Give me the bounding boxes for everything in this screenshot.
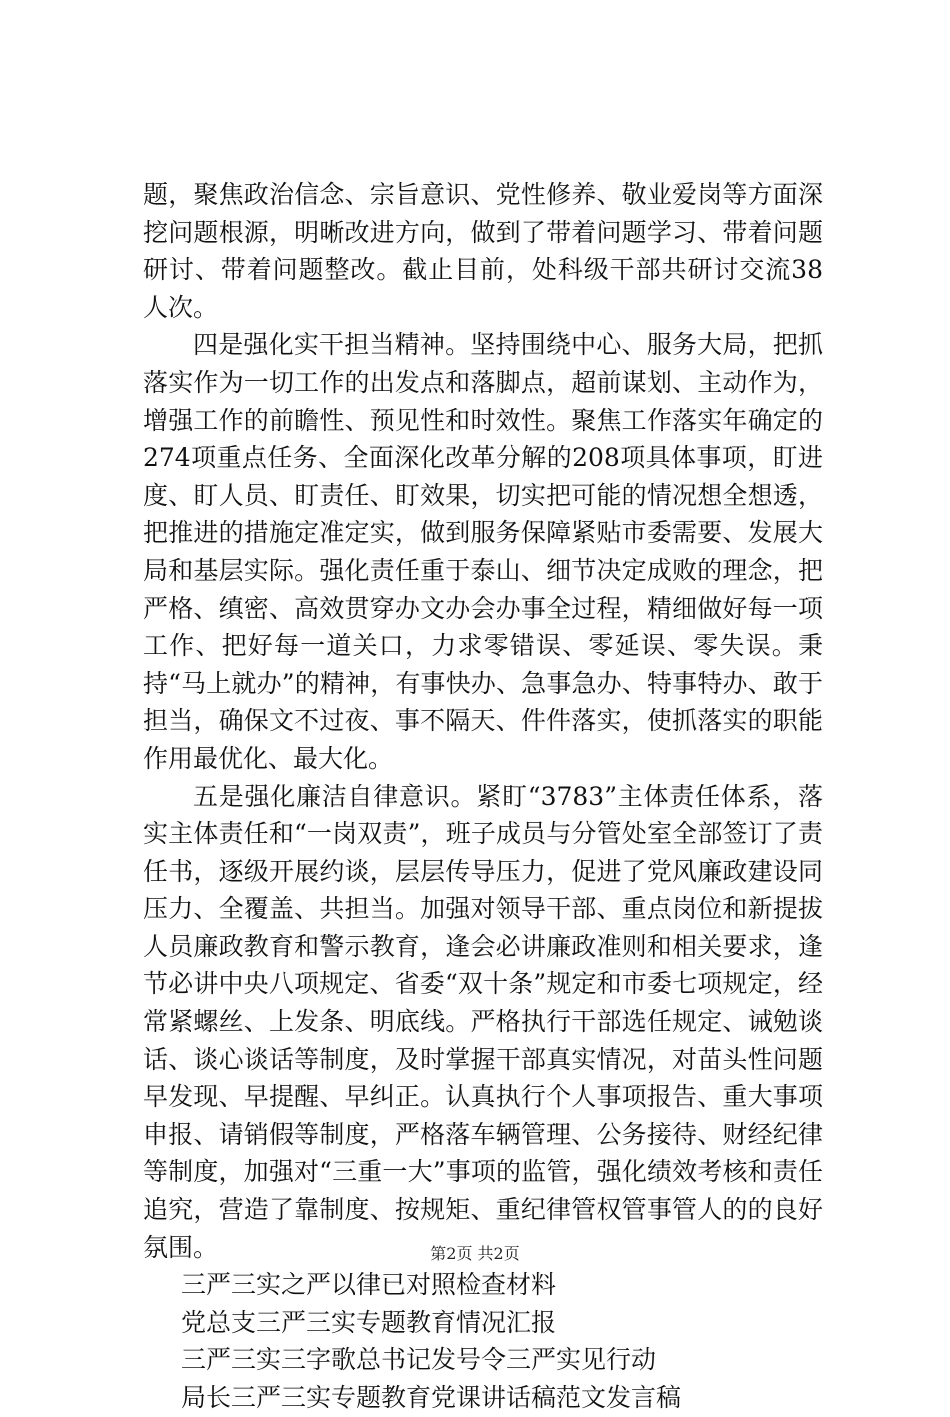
document-body — [143, 176, 823, 1417]
related-links-list — [143, 1266, 823, 1416]
paragraph-point-four: 四是强化实干担当精神。坚持围绕中心、服务大局，把抓落实作为一切工作的出发点和落脚点，超前谋划、主动作为，增强工作的前瞻性、预见性和时效性。聚焦工作落实年确定的274项重点任务、全面深化改革分解的208项具体事项，盯进度、盯人员、盯责任、盯效果，切实把可能的情况想全想透，把推进的措施定准定实，做到服务保障紧贴市委需要、发展大局和基层实际。强化责任重于泰山、细节决定成败的理念，把严格、缜密、高效贯穿办文办会办事全过程，精细做好每一项工作、把好每一道关口，力求零错误、零延误、零失误。秉持“马上就办”的精神，有事快办、急事急办、特事特办、敢于担当，确保文不过夜、事不隔天、件件落实，使抓落实的职能作用最优化、最大化。 — [143, 330, 823, 773]
related-link[interactable]: 党总支三严三实专题教育情况汇报 — [181, 1307, 557, 1337]
paragraph-point-five: 五是强化廉洁自律意识。紧盯“3783”主体责任体系，落实主体责任和“一岗双责”，班子成员与分管处室全部签订了责任书，逐级开展约谈，层层传导压力，促进了党风廉政建设同压力、全覆盖、共担当。加强对领导干部、重点岗位和新提拔人员廉政教育和警示教育，逢会必讲廉政准则和相关要求，逢节必讲中央八项规定、省委“双十条”规定和市委七项规定，经常紧螺丝、上发条、明底线。严格执行干部选任规定、诫勉谈话、谈心谈话等制度，及时掌握干部真实情况，对苗头性问题早发现、早提醒、早纠正。认真执行个人事项报告、重大事项申报、请销假等制度，严格落车辆管理、公务接待、财经纪律等制度，加强对“三重一大”事项的监管，强化绩效考核和责任追究，营造了靠制度、按规矩、重纪律管权管事管人的的良好氛围。 — [143, 781, 823, 1262]
related-link[interactable]: 三严三实三字歌总书记发号令三严实见行动 — [181, 1345, 657, 1375]
related-link[interactable]: 三严三实之严以律已对照检查材料 — [181, 1270, 557, 1300]
paragraph-continuation: 题，聚焦政治信念、宗旨意识、党性修养、敬业爱岗等方面深挖问题根源，明晰改进方向，做到了带着问题学习、带着问题研讨、带着问题整改。截止目前，处科级干部共研讨交流38人次。 — [143, 180, 823, 322]
page-number-footer: 第2页 共2页 — [430, 1244, 520, 1263]
related-link[interactable]: 局长三严三实专题教育党课讲话稿范文发言稿 — [181, 1383, 682, 1412]
